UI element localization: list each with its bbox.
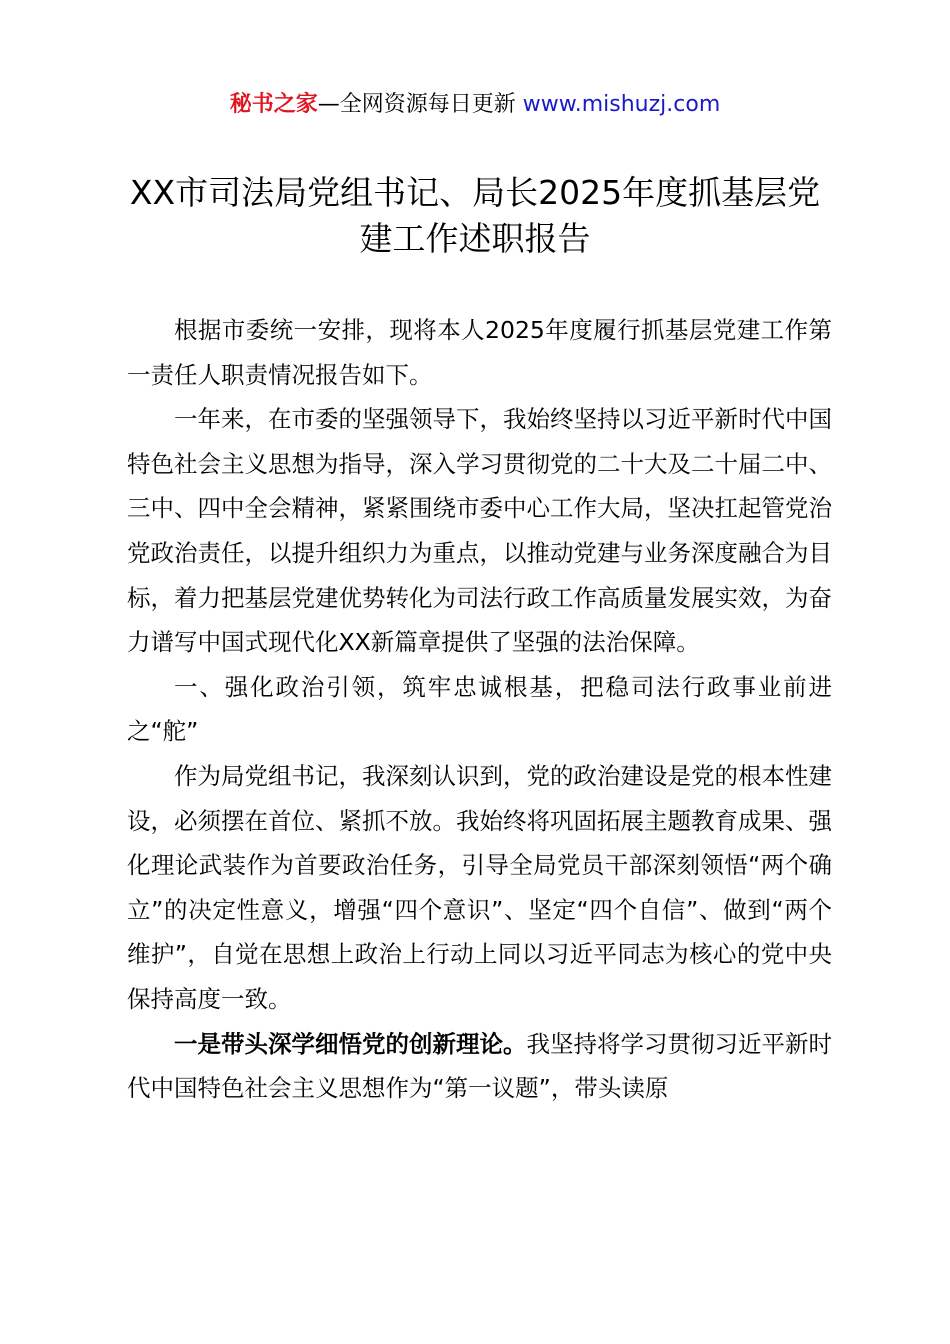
header-slogan: —全网资源每日更新	[317, 92, 523, 117]
site-header	[0, 88, 950, 122]
section-heading-1: 一、强化政治引领，筑牢忠诚根基，把稳司法行政事业前进之“舵”	[127, 672, 832, 746]
brand-name: 秘书之家	[229, 92, 318, 117]
document-title: XX市司法局党组书记、局长2025年度抓基层党建工作述职报告	[129, 173, 821, 258]
site-url-link[interactable]: www.mishuzj.com	[522, 92, 721, 117]
point-text: 我坚持将学习贯彻习近平新时代中国特色社会主义思想作为“第一议题”，带头读原	[127, 1029, 832, 1103]
document-body	[127, 308, 832, 1111]
paragraph-section-1: 作为局党组书记，我深刻认识到，党的政治建设是党的根本性建设，必须摆在首位、紧抓不放。我始终将巩固拓展主题教育成果、强化理论武装作为首要政治任务，引导全局党员干部深刻领悟“两个确立”的决定性意义，增强“四个意识”、坚定“四个自信”、做到“两个维护”，自觉在思想上政治上行动上同以习近平同志为核心的党中央保持高度一致。	[127, 761, 832, 1013]
paragraph-summary: 一年来，在市委的坚强领导下，我始终坚持以习近平新时代中国特色社会主义思想为指导，深入学习贯彻党的二十大及二十届二中、三中、四中全会精神，紧紧围绕市委中心工作大局，坚决扛起管党治党政治责任，以提升组织力为重点，以推动党建与业务深度融合为目标，着力把基层党建优势转化为司法行政工作高质量发展实效，为奋力谱写中国式现代化XX新篇章提供了坚强的法治保障。	[127, 405, 832, 657]
paragraph-point-1	[127, 1022, 832, 1111]
point-lead: 一是带头深学细悟党的创新理论。	[174, 1029, 527, 1058]
paragraph-intro: 根据市委统一安排，现将本人2025年度履行抓基层党建工作第一责任人职责情况报告如下。	[127, 316, 832, 389]
